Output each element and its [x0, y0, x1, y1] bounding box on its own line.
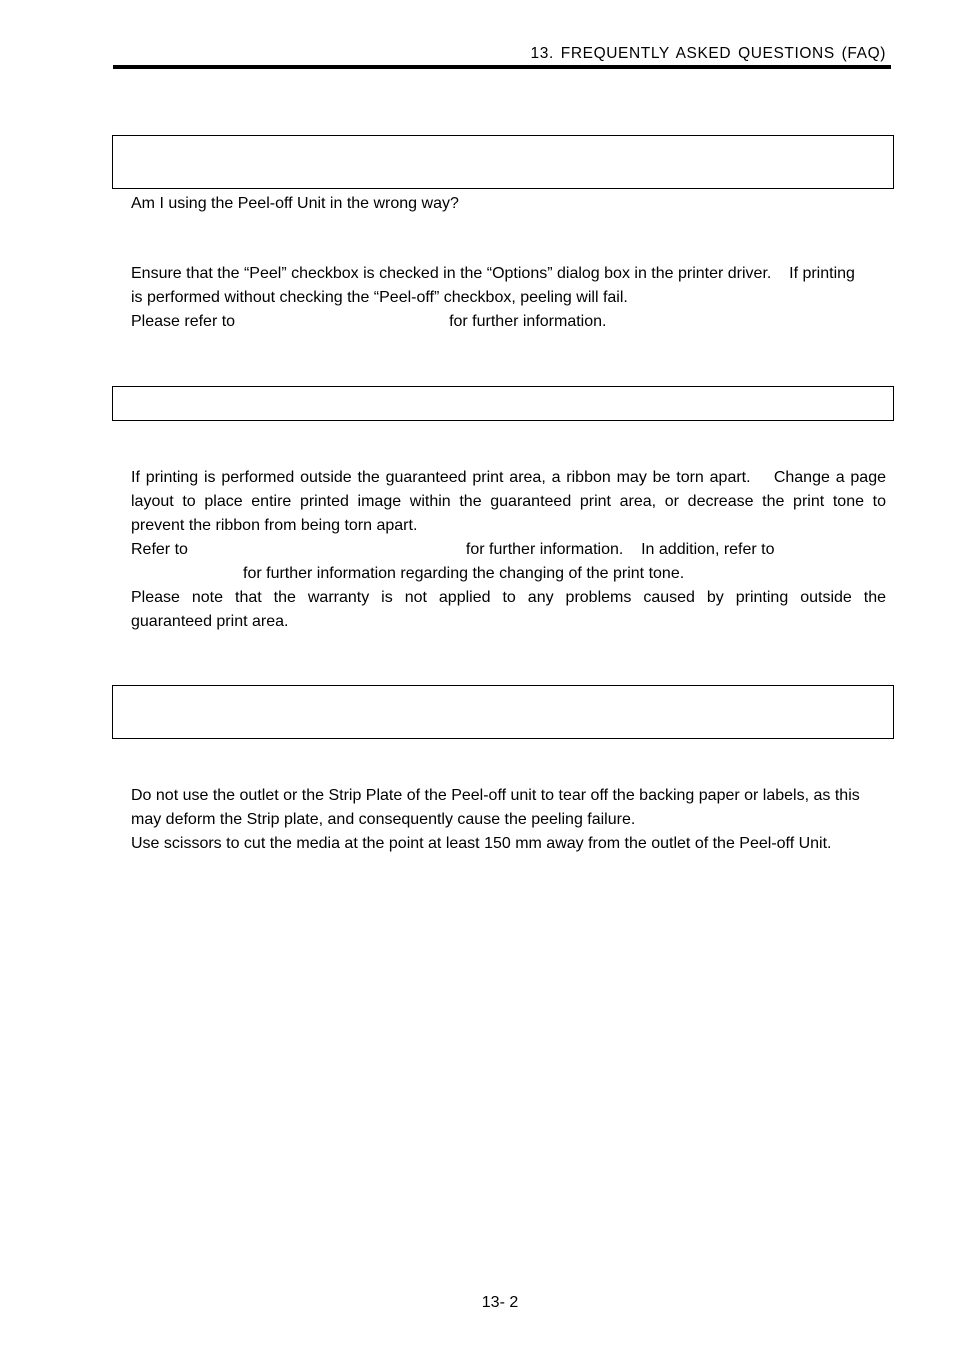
answer-line: Ensure that the “Peel” checkbox is checked in the “Options” dialog box in the printer driver. If printing: [131, 265, 855, 282]
refer-middle: for further information. In addition, refer to: [465, 541, 775, 558]
answer-line: may deform the Strip plate, and consequently cause the peeling failure.: [131, 811, 636, 828]
question-box-2: [112, 386, 894, 421]
refer-continuation-line: [131, 562, 886, 586]
answer-line: prevent the ribbon from being torn apart.: [131, 517, 418, 534]
question-text-1: [131, 192, 886, 216]
header-rule: [113, 65, 891, 69]
answer-line: Do not use the outlet or the Strip Plate of the Peel-off unit to tear off the backing paper or labels, as this: [131, 787, 860, 804]
question-box-3: [112, 685, 894, 739]
refer-line: [131, 538, 886, 562]
answer-line: Use scissors to cut the media at the point at least 150 mm away from the outlet of the Peel-off Unit.: [131, 835, 832, 852]
question-box-1: [112, 135, 894, 189]
warranty-line: guaranteed print area.: [131, 613, 289, 630]
answer-line: layout to place entire printed image within the guaranteed print area, or decrease the print tone to: [131, 493, 886, 510]
question-line: Am I using the Peel-off Unit in the wrong way?: [131, 195, 459, 212]
running-header: 13. FREQUENTLY ASKED QUESTIONS (FAQ): [530, 45, 886, 62]
refer-line: [131, 310, 886, 334]
answer-line: is performed without checking the “Peel-off” checkbox, peeling will fail.: [131, 289, 628, 306]
refer-suffix: for further information.: [449, 313, 607, 330]
page-number: 13- 2: [481, 1294, 519, 1311]
refer-continuation: for further information regarding the changing of the print tone.: [243, 565, 685, 582]
answer-paragraph-1: [131, 262, 886, 334]
answer-paragraph-3: [131, 784, 886, 856]
answer-paragraph-2: [131, 466, 886, 634]
refer-prefix: Refer to: [131, 541, 188, 558]
warranty-line: Please note that the warranty is not applied to any problems caused by printing outside the: [131, 589, 886, 606]
refer-prefix: Please refer to: [131, 313, 236, 330]
answer-line: If printing is performed outside the guaranteed print area, a ribbon may be torn apart. Change a page: [131, 469, 886, 486]
